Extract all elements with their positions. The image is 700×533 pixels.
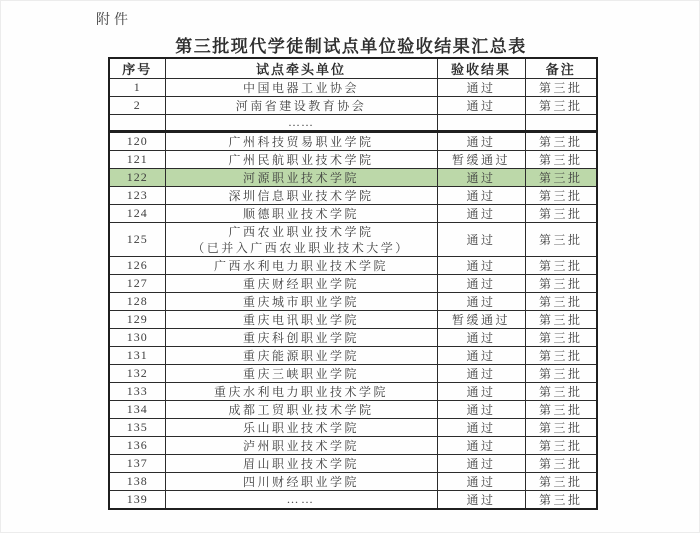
result-cell: 通过 — [437, 293, 525, 311]
note-cell: 第三批 — [525, 187, 597, 205]
unit-cell: …… — [165, 115, 437, 132]
table-row — [109, 455, 597, 473]
row-number-cell: 126 — [109, 257, 165, 275]
unit-cell: 重庆城市职业学院 — [165, 293, 437, 311]
table-row — [109, 151, 597, 169]
note-cell — [525, 115, 597, 132]
note-cell: 第三批 — [525, 347, 597, 365]
table-row — [109, 187, 597, 205]
unit-cell: 四川财经职业学院 — [165, 473, 437, 491]
result-cell: 通过 — [437, 419, 525, 437]
row-number-cell: 137 — [109, 455, 165, 473]
row-number-cell: 125 — [109, 223, 165, 257]
result-cell: 通过 — [437, 223, 525, 257]
note-cell: 第三批 — [525, 275, 597, 293]
note-cell: 第三批 — [525, 455, 597, 473]
note-cell: 第三批 — [525, 151, 597, 169]
unit-name-line2: （已并入广西农业职业技术大学） — [192, 240, 410, 255]
row-number-cell: 127 — [109, 275, 165, 293]
note-cell: 第三批 — [525, 437, 597, 455]
result-cell: 通过 — [437, 329, 525, 347]
unit-cell: 成都工贸职业技术学院 — [165, 401, 437, 419]
result-cell: 暂缓通过 — [437, 311, 525, 329]
page-title: 第三批现代学徒制试点单位验收结果汇总表 — [175, 37, 527, 56]
unit-cell — [165, 223, 437, 257]
result-cell: 通过 — [437, 97, 525, 115]
note-cell: 第三批 — [525, 473, 597, 491]
row-number-cell: 136 — [109, 437, 165, 455]
unit-cell: 重庆电讯职业学院 — [165, 311, 437, 329]
result-cell: 通过 — [437, 437, 525, 455]
unit-cell: 重庆财经职业学院 — [165, 275, 437, 293]
row-number-cell: 129 — [109, 311, 165, 329]
result-cell: 通过 — [437, 132, 525, 151]
table-row — [109, 205, 597, 223]
table-row — [109, 329, 597, 347]
row-number-cell: 134 — [109, 401, 165, 419]
result-cell: 通过 — [437, 383, 525, 401]
note-cell: 第三批 — [525, 79, 597, 97]
note-cell: 第三批 — [525, 365, 597, 383]
result-cell: 通过 — [437, 365, 525, 383]
results-table-body — [109, 79, 597, 510]
header-serial-number: 序号 — [109, 58, 165, 79]
table-row — [109, 347, 597, 365]
unit-cell: …… — [165, 491, 437, 510]
header-pilot-unit: 试点牵头单位 — [165, 58, 437, 79]
table-row — [109, 79, 597, 97]
unit-cell: 河南省建设教育协会 — [165, 97, 437, 115]
unit-cell: 深圳信息职业技术学院 — [165, 187, 437, 205]
row-number-cell: 123 — [109, 187, 165, 205]
row-number-cell: 124 — [109, 205, 165, 223]
result-cell: 通过 — [437, 275, 525, 293]
note-cell: 第三批 — [525, 205, 597, 223]
row-number-cell: 130 — [109, 329, 165, 347]
unit-name-line1: 广西农业职业技术学院 — [228, 224, 374, 239]
table-row — [109, 365, 597, 383]
row-number-cell: 1 — [109, 79, 165, 97]
table-row — [109, 419, 597, 437]
row-number-cell: 121 — [109, 151, 165, 169]
unit-cell: 重庆三峡职业学院 — [165, 365, 437, 383]
note-cell: 第三批 — [525, 293, 597, 311]
result-cell: 通过 — [437, 491, 525, 510]
unit-cell: 中国电器工业协会 — [165, 79, 437, 97]
table-row — [109, 115, 597, 132]
note-cell: 第三批 — [525, 169, 597, 187]
results-table — [108, 57, 598, 510]
note-cell: 第三批 — [525, 383, 597, 401]
unit-cell: 广州科技贸易职业学院 — [165, 132, 437, 151]
table-row — [109, 311, 597, 329]
result-cell: 通过 — [437, 455, 525, 473]
unit-cell: 顺德职业技术学院 — [165, 205, 437, 223]
note-cell: 第三批 — [525, 401, 597, 419]
result-cell: 通过 — [437, 187, 525, 205]
result-cell: 通过 — [437, 257, 525, 275]
row-number-cell: 133 — [109, 383, 165, 401]
table-row — [109, 97, 597, 115]
row-number-cell: 122 — [109, 169, 165, 187]
unit-cell: 乐山职业技术学院 — [165, 419, 437, 437]
table-row — [109, 223, 597, 257]
unit-cell: 泸州职业技术学院 — [165, 437, 437, 455]
row-number-cell: 131 — [109, 347, 165, 365]
note-cell: 第三批 — [525, 491, 597, 510]
table-row — [109, 473, 597, 491]
table-row — [109, 293, 597, 311]
note-cell: 第三批 — [525, 257, 597, 275]
row-number-cell: 120 — [109, 132, 165, 151]
result-cell: 通过 — [437, 169, 525, 187]
result-cell: 通过 — [437, 79, 525, 97]
result-cell: 通过 — [437, 347, 525, 365]
result-cell: 通过 — [437, 473, 525, 491]
note-cell: 第三批 — [525, 223, 597, 257]
row-number-cell: 138 — [109, 473, 165, 491]
table-row — [109, 275, 597, 293]
table-header — [109, 58, 597, 79]
unit-cell: 眉山职业技术学院 — [165, 455, 437, 473]
header-note: 备注 — [525, 58, 597, 79]
unit-cell: 重庆科创职业学院 — [165, 329, 437, 347]
note-cell: 第三批 — [525, 311, 597, 329]
note-cell: 第三批 — [525, 329, 597, 347]
row-number-cell: 132 — [109, 365, 165, 383]
table-row — [109, 169, 597, 187]
table-row — [109, 401, 597, 419]
unit-cell: 广州民航职业技术学院 — [165, 151, 437, 169]
table-row — [109, 132, 597, 151]
row-number-cell: 2 — [109, 97, 165, 115]
unit-cell: 重庆能源职业学院 — [165, 347, 437, 365]
unit-cell: 广西水利电力职业技术学院 — [165, 257, 437, 275]
table-row — [109, 383, 597, 401]
header-result: 验收结果 — [437, 58, 525, 79]
table-row — [109, 437, 597, 455]
row-number-cell — [109, 115, 165, 132]
result-cell: 暂缓通过 — [437, 151, 525, 169]
row-number-cell: 135 — [109, 419, 165, 437]
row-number-cell: 128 — [109, 293, 165, 311]
note-cell: 第三批 — [525, 419, 597, 437]
note-cell: 第三批 — [525, 132, 597, 151]
table-row — [109, 491, 597, 510]
result-cell: 通过 — [437, 401, 525, 419]
attachment-label: 附件 — [96, 13, 132, 28]
result-cell — [437, 115, 525, 132]
table-row — [109, 257, 597, 275]
unit-cell: 重庆水利电力职业技术学院 — [165, 383, 437, 401]
result-cell: 通过 — [437, 205, 525, 223]
row-number-cell: 139 — [109, 491, 165, 510]
note-cell: 第三批 — [525, 97, 597, 115]
unit-cell: 河源职业技术学院 — [165, 169, 437, 187]
